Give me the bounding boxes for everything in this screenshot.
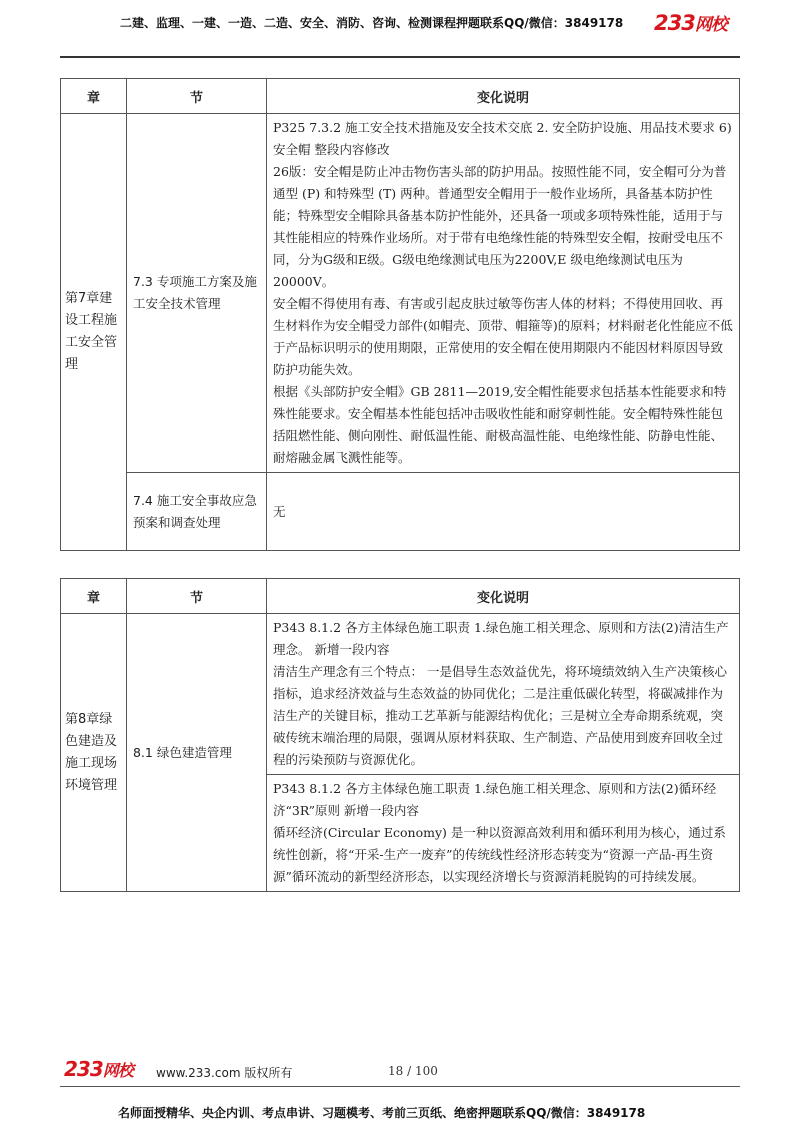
logo-word: 网校 xyxy=(694,15,727,35)
change-paragraph: 根据《头部防护安全帽》GB 2811—2019,安全帽性能要求包括基本性能要求和特殊性能要求。安全帽基本性能包括冲击吸收性能和耐穿刺性能。安全帽特殊性能包括阻燃性能、侧向刚性、耐低温性能、耐极高温性能、电绝缘性能、防静电性能、耐熔融金属飞溅性能等。 xyxy=(273,384,727,465)
section-cell: 8.1 绿色建造管理 xyxy=(127,614,267,892)
chapter-cell: 第7章建设工程施工安全管理 xyxy=(61,114,127,551)
header-section: 节 xyxy=(127,579,267,614)
header-chapter: 章 xyxy=(61,79,127,114)
header-change: 变化说明 xyxy=(267,579,740,614)
table-row xyxy=(61,473,740,551)
footer-brand-logo[interactable] xyxy=(64,1057,133,1081)
header-rule xyxy=(60,56,740,58)
header-change: 变化说明 xyxy=(267,79,740,114)
change-paragraph: P343 8.1.2 各方主体绿色施工职责 1.绿色施工相关理念、原则和方法(2)循环经济“3R”原则 新增一段内容 xyxy=(273,781,717,818)
footer-site-copyright: www.233.com 版权所有 xyxy=(156,1066,293,1080)
change-table-ch8 xyxy=(60,578,740,892)
change-paragraph: 清洁生产理念有三个特点： 一是倡导生态效益优先，将环境绩效纳入生产决策核心指标，追求经济效益与生态效益的协同优化；二是注重低碳化转型，将碳减排作为 洁生产的关键目标，推动工艺革新与能源结构优化；三是树立全寿命期系统观，突破传统末端治理的局限，强调从原材料获取、生产制造、产品使用到废弃回收全过程的污染预防与资源优化。 xyxy=(273,664,727,767)
logo-number: 233 xyxy=(654,11,695,35)
logo-number: 233 xyxy=(64,1057,103,1081)
change-paragraph: 安全帽不得使用有毒、有害或引起皮肤过敏等伤害人体的材料；不得使用回收、再生材料作为安全帽受力部件(如帽壳、顶带、帽箍等)的原料；材料耐老化性能应不低于产品标识明示的使用期限，正常使用的安全帽在使用期限内不能因材料原因导致防护功能失效。 xyxy=(273,296,733,377)
change-description xyxy=(267,614,740,775)
change-description xyxy=(267,775,740,892)
section-cell: 7.4 施工安全事故应急预案和调查处理 xyxy=(127,473,267,551)
change-description xyxy=(267,114,740,473)
table-row xyxy=(61,614,740,775)
table-row xyxy=(61,114,740,473)
footer-promo-text: 名师面授精华、央企内训、考点串讲、习题模考、考前三页纸、绝密押题联系QQ/微信：3849178 xyxy=(118,1106,646,1120)
section-cell: 7.3 专项施工方案及施工安全技术管理 xyxy=(127,114,267,473)
logo-word: 网校 xyxy=(102,1061,133,1080)
header-chapter: 章 xyxy=(61,579,127,614)
table-header-row xyxy=(61,79,740,114)
header-section: 节 xyxy=(127,79,267,114)
table-header-row xyxy=(61,579,740,614)
change-paragraph: P325 7.3.2 施工安全技术措施及安全技术交底 2. 安全防护设施、用品技术要求 6)安全帽 整段内容修改 xyxy=(273,120,732,157)
footer-rule xyxy=(60,1086,740,1087)
change-description: 无 xyxy=(267,473,740,551)
change-paragraph: 26版：安全帽是防止冲击物伤害头部的防护用品。按照性能不同，安全帽可分为普通型 (P) 和特殊型 (T) 两种。普通型安全帽用于一般作业场所，具备基本防护性能；特殊型安全帽除具备基本防护性能外，还具备一项或多项特殊性能，适用于与其性能相应的特殊作业场所。对于带有电绝缘性能的特殊型安全帽，按耐受电压不同，分为G级和E级。G级电绝缘测试电压为2200V,E 级电绝缘测试电压为20000V。 xyxy=(273,164,727,289)
header-promo-text: 二建、监理、一建、一造、二造、安全、消防、咨询、检测课程押题联系QQ/微信：3849178 xyxy=(120,16,624,30)
brand-logo[interactable] xyxy=(654,10,727,35)
change-paragraph: 循环经济(Circular Economy) 是一种以资源高效利用和循环利用为核心，通过系统性创新，将“开采-生产一废弃”的传统线性经济形态转变为“资源一产品-再生资源”循环流动的新型经济形态，以实现经济增长与资源消耗脱钩的可持续发展。 xyxy=(273,825,726,884)
page-number: 18 / 100 xyxy=(388,1064,438,1078)
chapter-cell: 第8章绿色建造及施工现场环境管理 xyxy=(61,614,127,892)
change-table-ch7 xyxy=(60,78,740,551)
change-paragraph: P343 8.1.2 各方主体绿色施工职责 1.绿色施工相关理念、原则和方法(2)清洁生产理念。 新增一段内容 xyxy=(273,620,729,657)
